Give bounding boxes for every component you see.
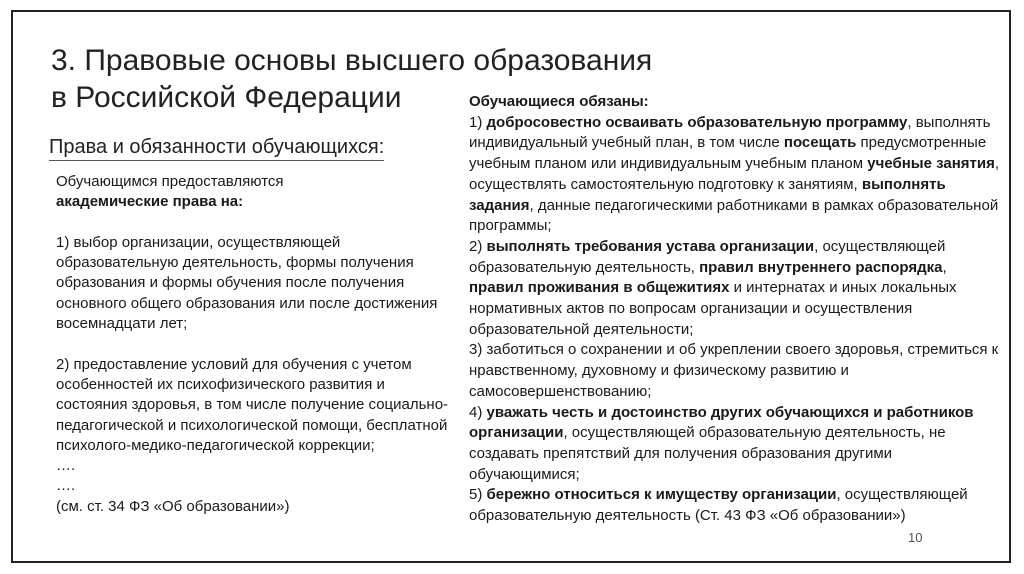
duties-column <box>469 92 999 527</box>
rights-intro-text: Обучающимся предоставляются <box>56 173 284 190</box>
duties-item-1: 1) добросовестно осваивать образовательную программу, выполнять индивидуальный учебный план, в том числе посещать предусмотренные учебным планом или индивидуальным учебным планом учебные занятия, осуществлять самостоятельную подготовку к занятиям, выполнять задания, данные педагогическими работниками в рамках образовательной программы; <box>469 113 1000 235</box>
rights-intro-bold: академические права на: <box>56 193 244 211</box>
rights-source: (см. ст. 34 ФЗ «Об образовании») <box>56 497 290 515</box>
rights-column <box>56 172 456 517</box>
slide <box>11 10 1011 563</box>
rights-item-1: 1) выбор организации, осуществляющей образовательную деятельность, формы получения образования и формы обучения после получения основного общего образования или после достижения восемнадцати лет; <box>56 233 438 333</box>
title-line-2: в Российской Федерации <box>51 81 402 114</box>
duties-item-4: 4) уважать честь и достоинство других обучающихся и работников организации, осуществляющей образовательную деятельность, не создавать препятствий для получения образования другими обучающимися; <box>469 403 974 483</box>
rights-ellipsis-2: …. <box>56 477 76 495</box>
rights-item-2: 2) предоставление условий для обучения с учетом особенностей их психофизического развития и состояния здоровья, в том числе получение социально-педагогической и психологической помощи, бесплатной психолого-медико-педагогической коррекции; <box>56 355 449 454</box>
duties-heading <box>469 92 999 113</box>
duties-item-3: 3) заботиться о сохранении и об укреплении своего здоровья, стремиться к нравственному, духовному и физическому развитию и самосовершенствованию; <box>469 341 999 400</box>
title-line-1: 3. Правовые основы высшего образования <box>51 44 653 77</box>
duties-item-2: 2) выполнять требования устава организации, осуществляющей образовательную деятельность, правил внутреннего распорядка, правил проживания в общежитиях и интернатах и иных локальных нормативных актов по вопросам организации и осуществления образовательной деятельности; <box>469 237 957 338</box>
duties-heading-text: Обучающиеся обязаны: <box>469 93 649 110</box>
page-number: 10 <box>908 530 923 545</box>
duties-item-5: 5) бережно относиться к имуществу организации, осуществляющей образовательную деятельность (Ст. 43 ФЗ «Об образовании») <box>469 486 968 525</box>
rights-intro <box>56 172 456 213</box>
section-subtitle: Права и обязанности обучающихся: <box>49 134 384 161</box>
rights-ellipsis-1: …. <box>56 457 76 475</box>
